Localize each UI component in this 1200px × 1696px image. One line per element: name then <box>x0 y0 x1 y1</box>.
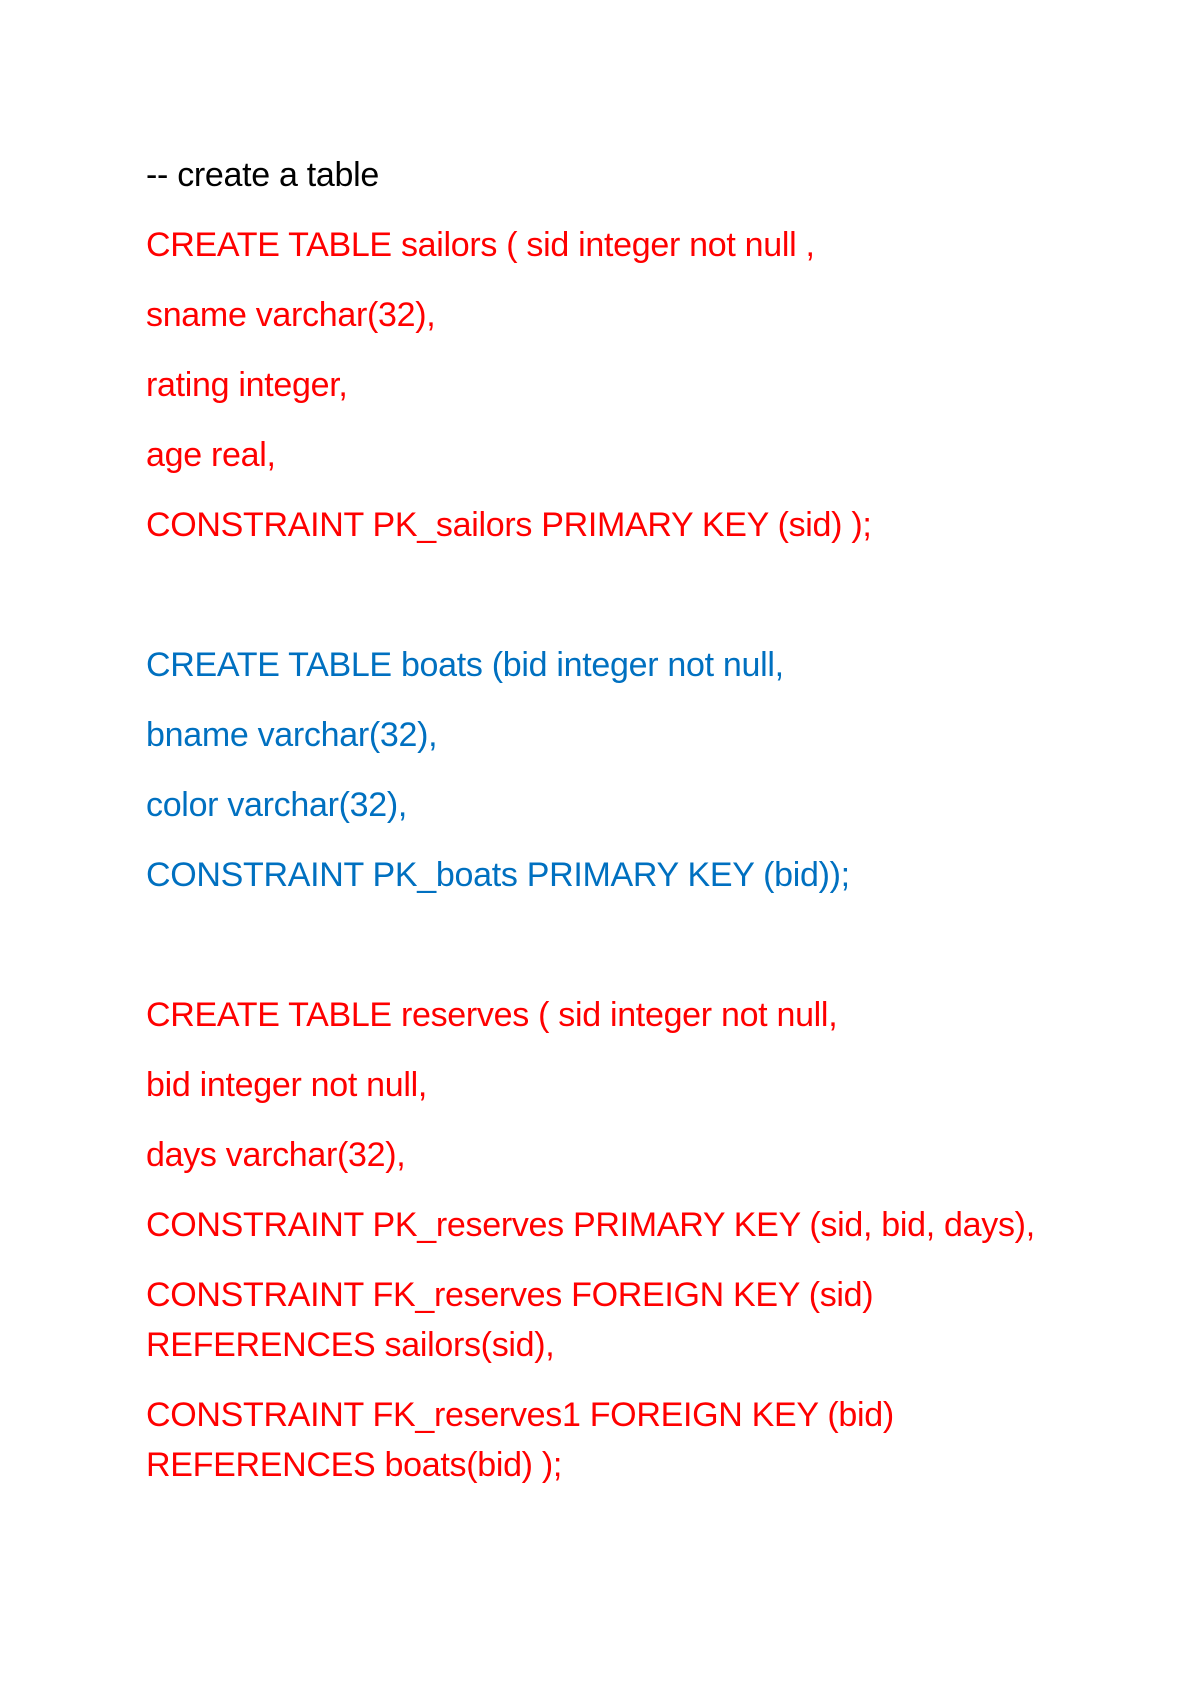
reserves-days-line: days varchar(32), <box>146 1136 406 1174</box>
boats-create-line: CREATE TABLE boats (bid integer not null, <box>146 646 784 684</box>
reserves-fk-bid-references-line: REFERENCES boats(bid) ); <box>146 1446 563 1484</box>
sql-code-block <box>146 148 1106 1508</box>
reserves-pk-line: CONSTRAINT PK_reserves PRIMARY KEY (sid, bid, days), <box>146 1206 1035 1244</box>
sailors-pk-line: CONSTRAINT PK_sailors PRIMARY KEY (sid) ); <box>146 506 872 544</box>
boats-color-line: color varchar(32), <box>146 786 408 824</box>
sailors-table-definition <box>146 218 1106 552</box>
sailors-rating-line: rating integer, <box>146 366 348 404</box>
reserves-bid-line: bid integer not null, <box>146 1066 428 1104</box>
blank-line <box>146 918 1106 988</box>
sailors-age-line: age real, <box>146 436 276 474</box>
reserves-fk-bid-line: CONSTRAINT FK_reserves1 FOREIGN KEY (bid) <box>146 1396 894 1434</box>
reserves-fk-bid-paragraph <box>146 1388 1106 1492</box>
sailors-create-line: CREATE TABLE sailors ( sid integer not null , <box>146 226 815 264</box>
reserves-fk-sid-references-line: REFERENCES sailors(sid), <box>146 1326 555 1364</box>
reserves-table-definition <box>146 988 1106 1492</box>
boats-table-definition <box>146 638 1106 902</box>
reserves-fk-sid-line: CONSTRAINT FK_reserves FOREIGN KEY (sid) <box>146 1276 874 1314</box>
boats-bname-line: bname varchar(32), <box>146 716 438 754</box>
sql-comment: -- create a table <box>146 156 380 194</box>
blank-line <box>146 568 1106 638</box>
reserves-create-line: CREATE TABLE reserves ( sid integer not null, <box>146 996 838 1034</box>
sailors-sname-line: sname varchar(32), <box>146 296 436 334</box>
reserves-fk-sid-paragraph <box>146 1268 1106 1372</box>
boats-pk-line: CONSTRAINT PK_boats PRIMARY KEY (bid)); <box>146 856 850 894</box>
